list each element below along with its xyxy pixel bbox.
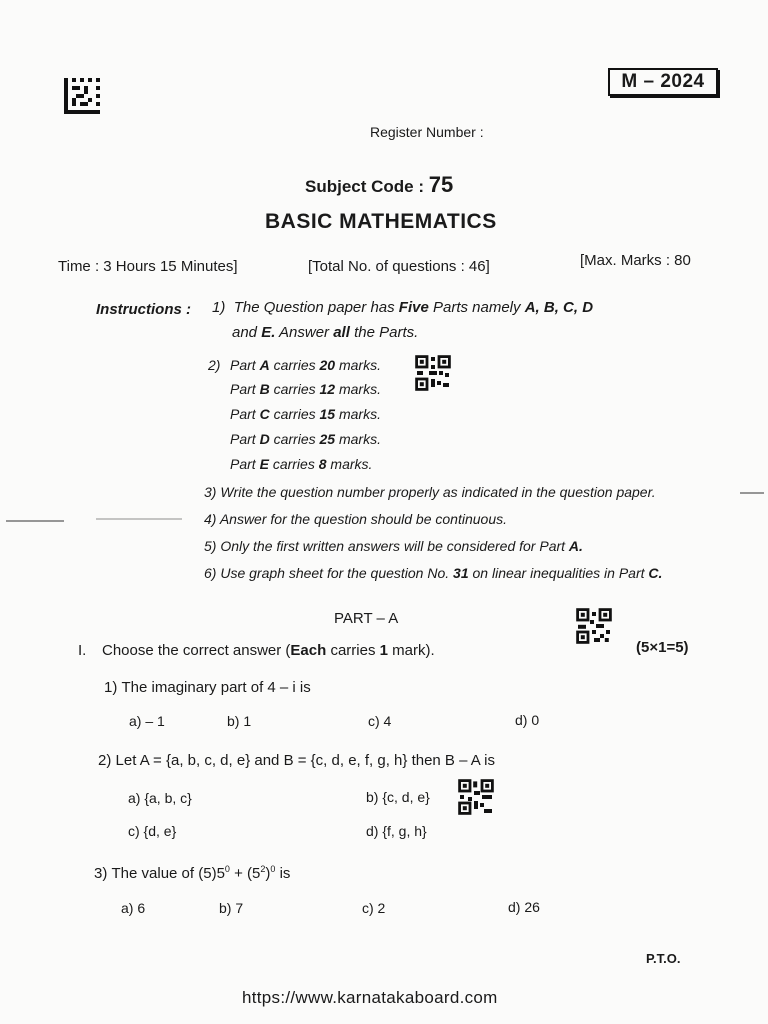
scan-noise bbox=[96, 518, 182, 520]
instruction-3: 3) Write the question number properly as indicated in the question paper. bbox=[204, 484, 656, 500]
instruction-6: 6) Use graph sheet for the question No. 31 on linear inequalities in Part C. bbox=[204, 565, 663, 581]
question-3: 3) The value of $(5)5^0 + (5^2)^0$ is bbox=[94, 864, 291, 882]
part-marks-a: Part A carries 20 marks. bbox=[230, 357, 381, 373]
instruction-5: 5) Only the first written answers will be considered for Part A. bbox=[204, 538, 583, 554]
section-number: I. bbox=[78, 642, 87, 659]
q1-option-c: c) 4 bbox=[368, 713, 392, 729]
scan-noise bbox=[740, 492, 764, 494]
section-marks: (5×1=5) bbox=[636, 639, 689, 656]
subject-code-label: Subject Code : bbox=[305, 177, 425, 196]
datamatrix-code-icon bbox=[64, 78, 100, 114]
scan-noise bbox=[6, 520, 64, 522]
part-marks-d: Part D carries 25 marks. bbox=[230, 431, 381, 447]
part-a-heading: PART – A bbox=[334, 610, 399, 627]
qr-code-icon bbox=[576, 608, 612, 644]
time-info: Time : 3 Hours 15 Minutes] bbox=[58, 258, 238, 275]
subject-code-value: 75 bbox=[428, 172, 454, 197]
q3-option-d: d) 26 bbox=[508, 899, 540, 915]
q2-option-b: b) {c, d, e} bbox=[366, 789, 430, 805]
q2-option-a: a) {a, b, c} bbox=[128, 790, 192, 806]
q3-option-c: c) 2 bbox=[362, 900, 386, 916]
q2-option-d: d) {f, g, h} bbox=[366, 823, 427, 839]
qr-code-icon bbox=[458, 779, 494, 815]
qr-code-icon bbox=[415, 355, 451, 391]
q3-option-b: b) 7 bbox=[219, 900, 244, 916]
part-marks-e: Part E carries 8 marks. bbox=[230, 456, 373, 472]
pto-label: P.T.O. bbox=[646, 951, 681, 966]
section-instruction: Choose the correct answer (Each carries 1 mark). bbox=[102, 642, 435, 659]
instruction-1-line-1: 1) The Question paper has Five Parts namely A, B, C, D bbox=[212, 299, 594, 316]
max-marks-info: [Max. Marks : 80 bbox=[580, 252, 691, 269]
q1-option-a: a) – 1 bbox=[129, 713, 165, 729]
instruction-1-line-2: and E. Answer all the Parts. bbox=[232, 324, 419, 341]
q1-option-b: b) 1 bbox=[227, 713, 252, 729]
register-number-label: Register Number : bbox=[370, 124, 484, 140]
question-2: 2) Let A = {a, b, c, d, e} and B = {c, d, e, f, g, h} then B – A is bbox=[98, 752, 495, 769]
q2-option-c: c) {d, e} bbox=[128, 823, 177, 839]
instructions-label: Instructions : bbox=[96, 301, 192, 318]
subject-code bbox=[305, 172, 453, 198]
q1-option-d: d) 0 bbox=[515, 712, 540, 728]
instruction-4: 4) Answer for the question should be continuous. bbox=[204, 511, 508, 527]
paper-title: BASIC MATHEMATICS bbox=[265, 210, 497, 233]
part-marks-b: Part B carries 12 marks. bbox=[230, 381, 381, 397]
instruction-2-number: 2) bbox=[208, 357, 221, 373]
total-questions-info: [Total No. of questions : 46] bbox=[308, 258, 490, 275]
question-1: 1) The imaginary part of 4 – i is bbox=[104, 679, 311, 696]
footer-url-link[interactable]: https://www.karnatakaboard.com bbox=[242, 988, 498, 1007]
part-marks-c: Part C carries 15 marks. bbox=[230, 406, 381, 422]
exam-code-box: M – 2024 bbox=[608, 68, 718, 96]
q3-option-a: a) 6 bbox=[121, 900, 146, 916]
